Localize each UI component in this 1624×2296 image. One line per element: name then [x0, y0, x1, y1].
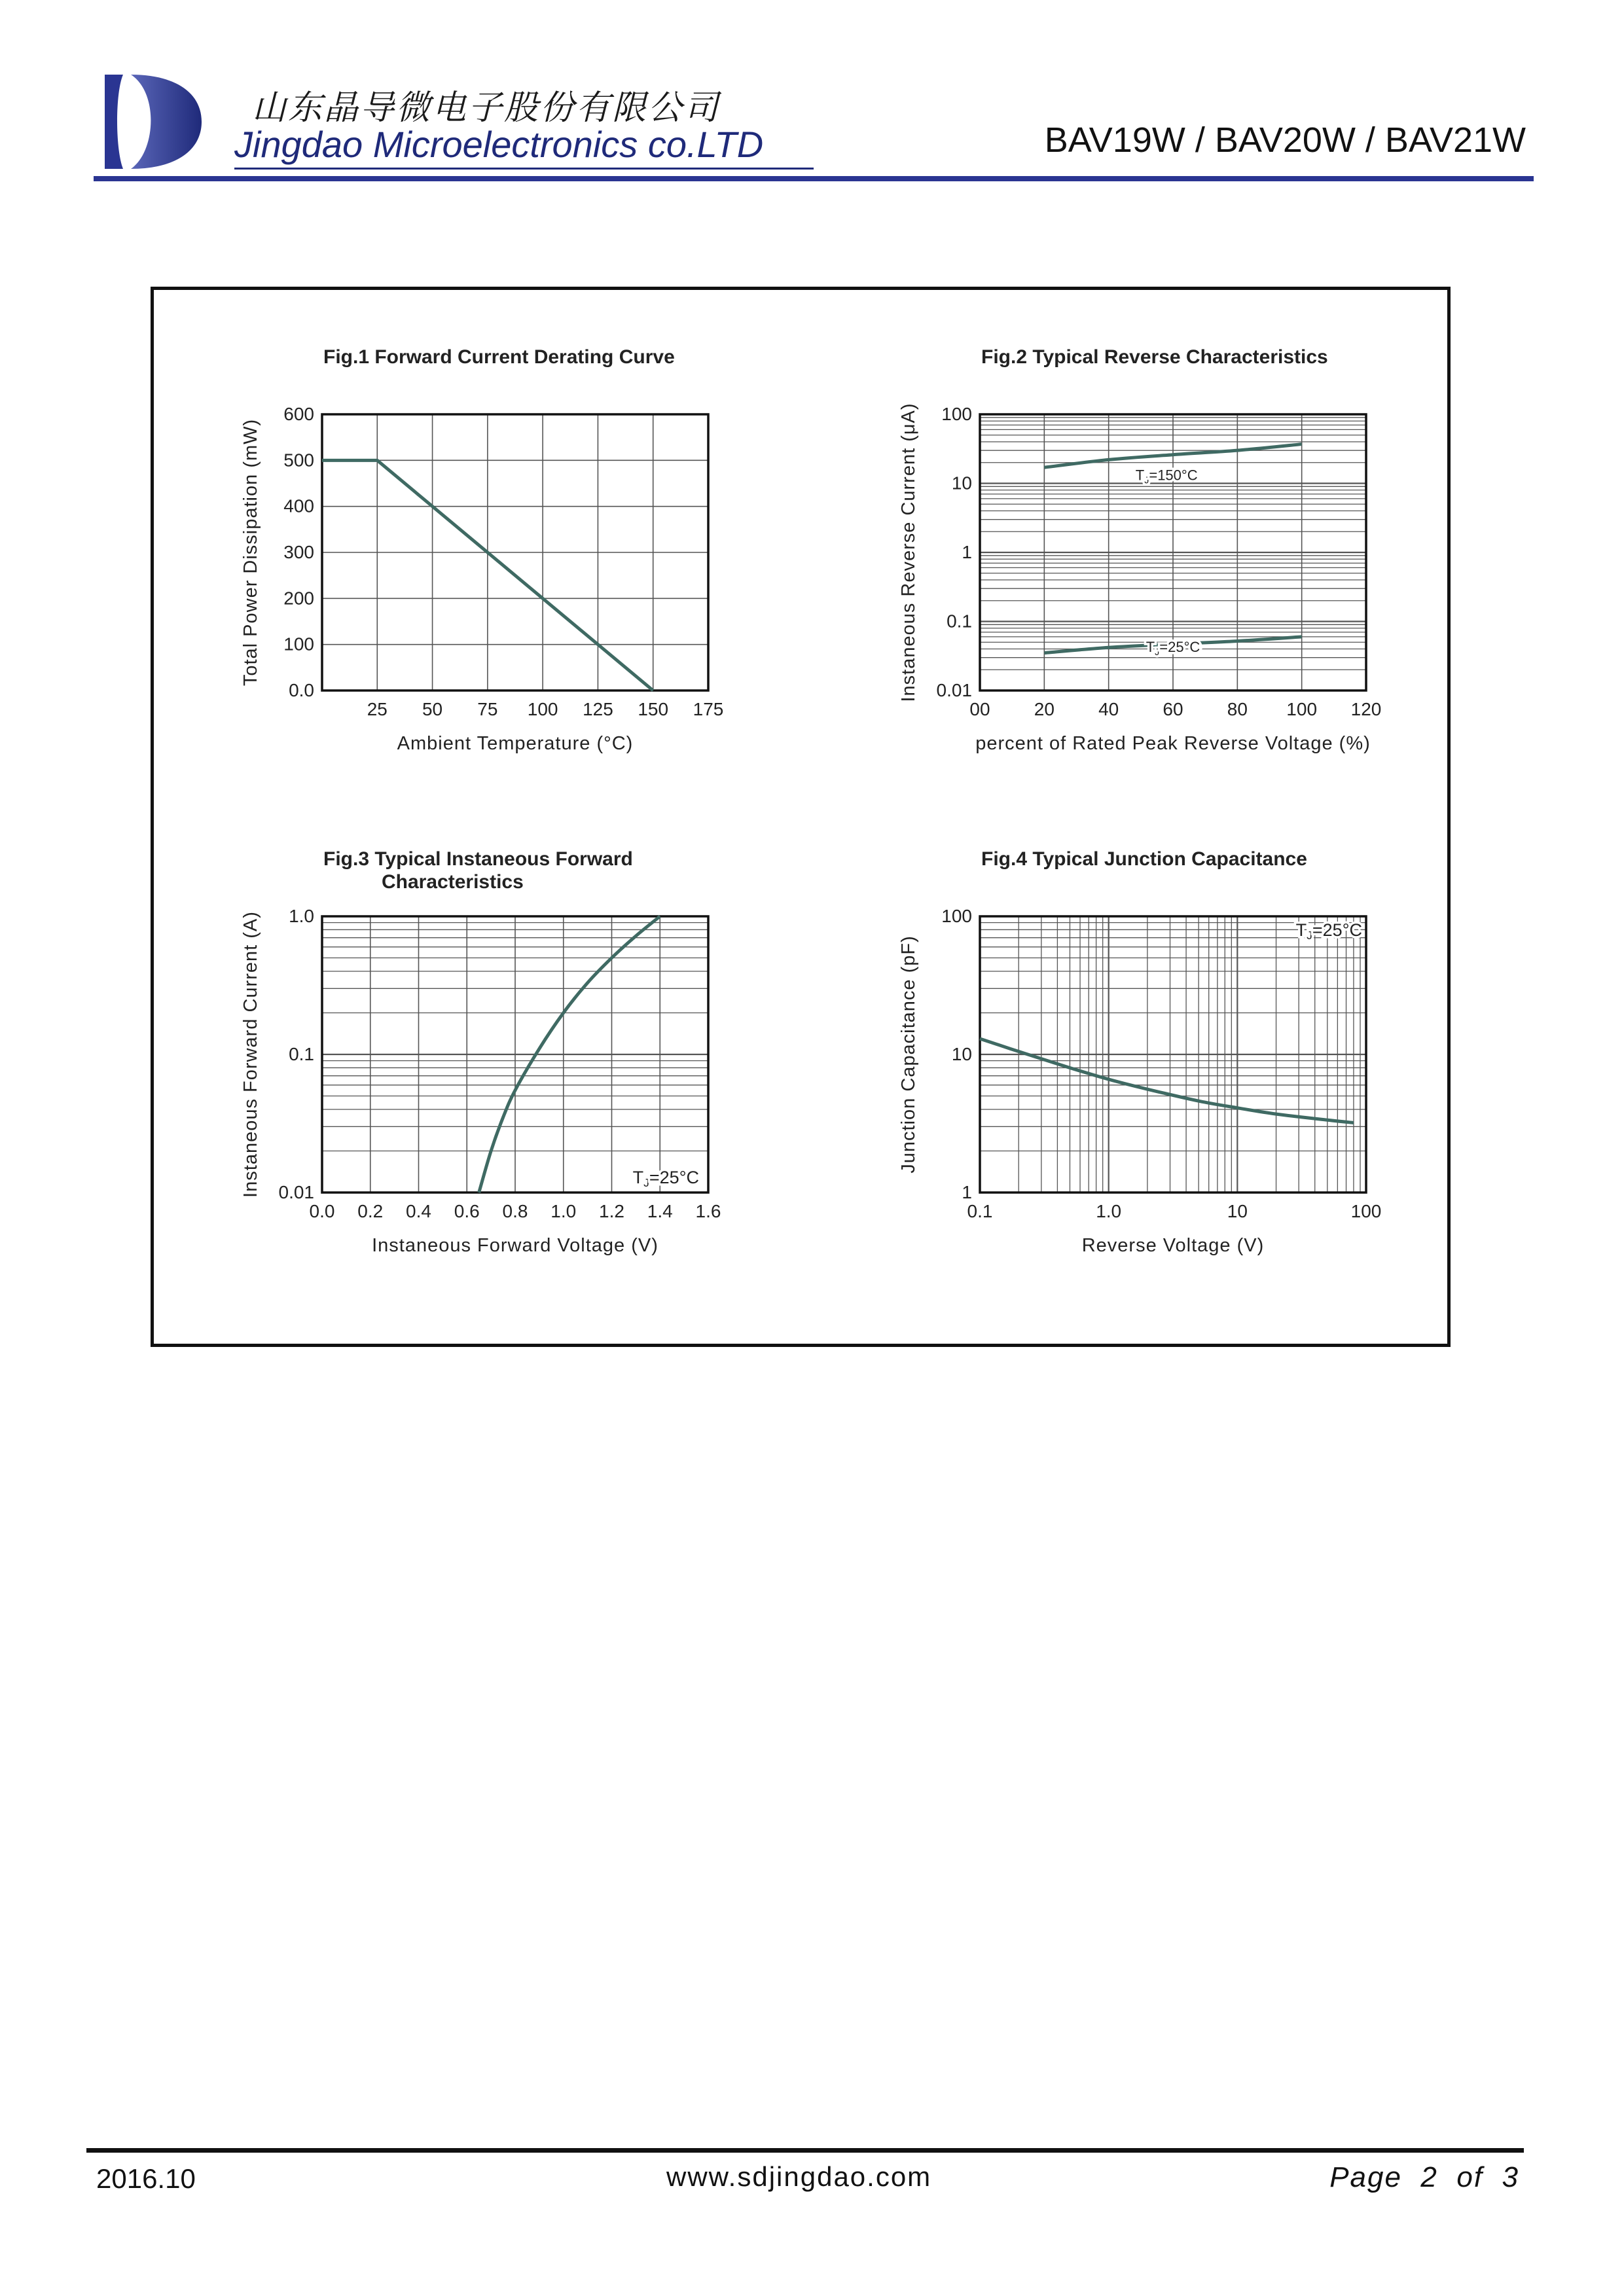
x-tick-label: 20 — [1034, 699, 1055, 719]
y-tick-label: 0.0 — [289, 680, 314, 700]
series-line — [980, 1039, 1354, 1122]
chart-3 — [240, 848, 721, 1256]
x-tick-label: 0.0 — [309, 1201, 335, 1221]
y-axis-label: Instaneous Reverse Current (μA) — [898, 403, 919, 702]
y-tick-label: 500 — [283, 450, 314, 471]
x-tick-label: 75 — [477, 699, 498, 719]
annotation-sub: J — [643, 1176, 649, 1189]
annotation-T: T — [1146, 639, 1155, 656]
grid — [980, 916, 1366, 1193]
y-axis-label: Total Power Dissipation (mW) — [240, 418, 261, 687]
page-total: 3 — [1502, 2161, 1519, 2193]
annotation-sub: J — [1144, 475, 1149, 486]
x-tick-label: 100 — [1350, 1201, 1382, 1221]
chart-1 — [240, 346, 723, 754]
x-tick-label: 1.0 — [550, 1201, 577, 1221]
x-tick-label: 0.6 — [454, 1201, 480, 1221]
chart-title-line2: Characteristics — [382, 871, 524, 893]
x-tick-label: 120 — [1350, 699, 1382, 719]
x-tick-label: 0.2 — [357, 1201, 384, 1221]
grid — [322, 414, 708, 691]
chart-title: Fig.4 Typical Junction Capacitance — [981, 848, 1307, 870]
x-tick-label: 150 — [638, 699, 669, 719]
x-tick-label: 0.1 — [967, 1201, 993, 1221]
header-rule — [94, 176, 1534, 181]
x-tick-label: 175 — [693, 699, 724, 719]
y-tick-label: 300 — [283, 542, 314, 562]
annotation-value: =25°C — [1159, 639, 1200, 656]
x-tick-label: 100 — [1286, 699, 1318, 719]
annotation-value: =25°C — [1312, 920, 1362, 940]
x-tick-label: 10 — [1227, 1201, 1248, 1221]
x-tick-label: 100 — [527, 699, 558, 719]
y-tick-label: 1 — [962, 542, 972, 562]
y-tick-label: 10 — [951, 1044, 972, 1064]
x-tick-label: 40 — [1098, 699, 1119, 719]
y-tick-label: 100 — [941, 404, 972, 424]
x-tick-label: 50 — [422, 699, 443, 719]
x-tick-label: 1.2 — [599, 1201, 624, 1221]
y-tick-label: 1.0 — [289, 906, 314, 926]
x-tick-label: 00 — [969, 699, 990, 719]
y-axis-label: Junction Capacitance (pF) — [898, 935, 919, 1174]
temperature-annotation — [1296, 920, 1362, 942]
y-tick-label: 0.1 — [289, 1044, 314, 1064]
temperature-annotation — [633, 1168, 699, 1189]
chart-title: Fig.3 Typical Instaneous Forward — [323, 848, 633, 870]
header-underline — [234, 168, 814, 170]
page-label: Page — [1329, 2161, 1402, 2193]
chart-2 — [898, 346, 1381, 754]
company-logo — [103, 73, 208, 171]
company-name-en: Jingdao Microelectronics co.LTD — [234, 124, 764, 165]
y-axis-label: Instaneous Forward Current (A) — [240, 911, 261, 1198]
company-name-cn: 山东晶导微电子股份有限公司 — [252, 89, 721, 127]
y-tick-label: 200 — [283, 588, 314, 609]
y-tick-label: 1 — [962, 1182, 972, 1202]
x-tick-label: 1.4 — [647, 1201, 673, 1221]
part-numbers: BAV19W / BAV20W / BAV21W — [1044, 120, 1526, 160]
grid — [322, 916, 708, 1193]
chart-title: Fig.2 Typical Reverse Characteristics — [981, 346, 1328, 368]
annotation-value: =150°C — [1149, 467, 1198, 484]
y-tick-label: 100 — [941, 906, 972, 926]
y-tick-label: 600 — [283, 404, 314, 424]
annotation-sub: J — [1155, 647, 1160, 658]
footer-date: 2016.10 — [96, 2163, 196, 2194]
x-axis-label: Ambient Temperature (°C) — [397, 733, 634, 754]
x-tick-label: 25 — [367, 699, 388, 719]
chart-title: Fig.1 Forward Current Derating Curve — [323, 346, 675, 368]
x-tick-label: 60 — [1163, 699, 1183, 719]
charts-canvas — [154, 290, 1447, 1344]
footer-page-number — [1329, 2161, 1519, 2194]
y-tick-label: 0.01 — [278, 1182, 314, 1202]
y-tick-label: 400 — [283, 495, 314, 516]
annotation-T: T — [1295, 920, 1307, 940]
annotation-T: T — [632, 1168, 644, 1187]
temperature-annotation — [1136, 467, 1198, 486]
x-tick-label: 80 — [1227, 699, 1248, 719]
x-tick-label: 1.0 — [1096, 1201, 1122, 1221]
annotation-T: T — [1135, 467, 1145, 484]
footer-website[interactable]: www.sdjingdao.com — [666, 2161, 932, 2192]
x-axis-label: percent of Rated Peak Reverse Voltage (%) — [975, 733, 1371, 754]
y-tick-label: 100 — [283, 634, 314, 655]
y-tick-label: 0.01 — [936, 680, 972, 700]
x-axis-label: Instaneous Forward Voltage (V) — [372, 1235, 659, 1256]
footer-rule — [86, 2148, 1524, 2153]
x-tick-label: 0.8 — [502, 1201, 528, 1221]
temperature-annotation — [1146, 639, 1200, 658]
page-of: of — [1456, 2161, 1484, 2193]
annotation-value: =25°C — [649, 1168, 699, 1187]
x-axis-label: Reverse Voltage (V) — [1081, 1235, 1265, 1256]
page-current: 2 — [1420, 2161, 1438, 2193]
annotation-sub: J — [1307, 929, 1312, 942]
chart-4 — [898, 848, 1381, 1256]
x-tick-label: 125 — [583, 699, 613, 719]
y-tick-label: 10 — [951, 473, 972, 493]
x-tick-label: 1.6 — [695, 1201, 721, 1221]
y-tick-label: 0.1 — [947, 611, 972, 632]
x-tick-label: 0.4 — [406, 1201, 431, 1221]
